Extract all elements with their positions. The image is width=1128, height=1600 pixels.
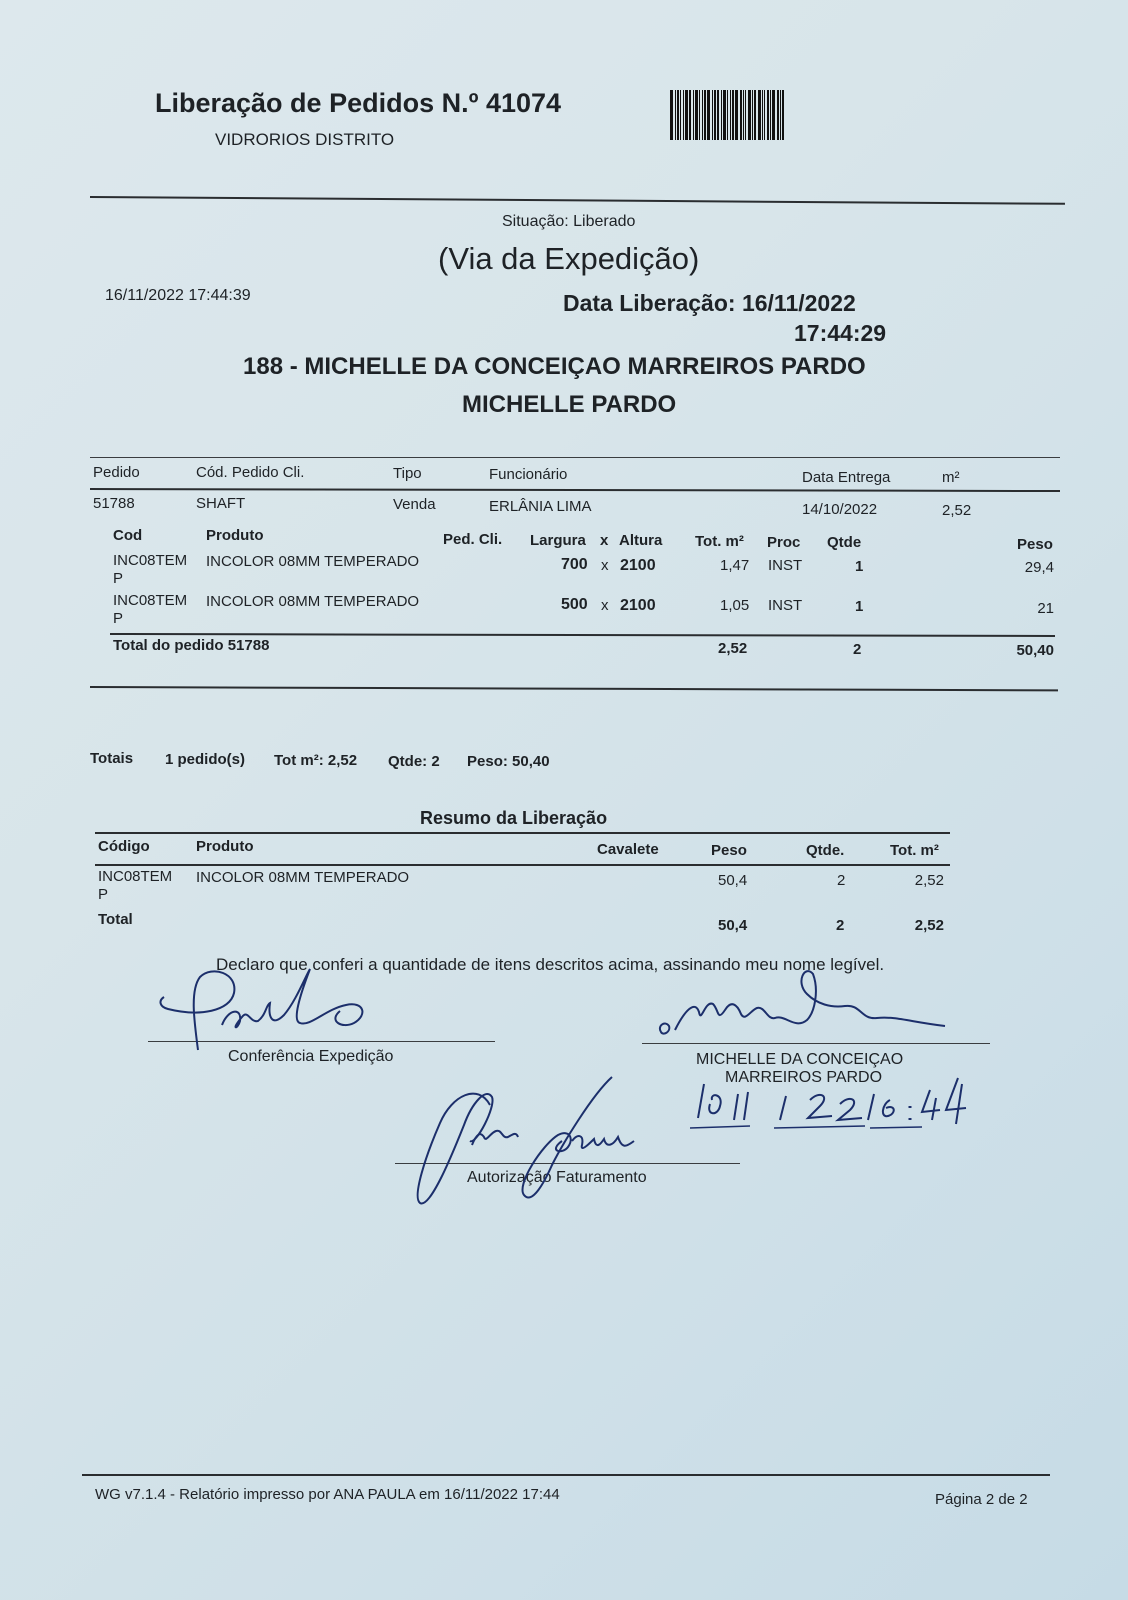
barcode-bar (727, 90, 728, 140)
col-cod-pedido-cli: Cód. Pedido Cli. (196, 464, 305, 481)
data-liberacao-time: 17:44:29 (794, 320, 887, 346)
row-m2: 2,52 (942, 502, 972, 519)
resumo-col-cavalete: Cavalete (597, 841, 659, 858)
totais-tot-m2: Tot m²: 2,52 (274, 752, 358, 769)
company-name: VIDRORIOS DISTRITO (215, 130, 395, 149)
barcode-bar (704, 90, 706, 140)
barcode-bar (695, 90, 698, 140)
row-funcionario: ERLÂNIA LIMA (489, 498, 592, 515)
item-col-x: x (600, 532, 609, 549)
order-total-peso: 50,40 (1016, 642, 1054, 659)
resumo-total-label: Total (98, 911, 133, 928)
item-col-altura: Altura (619, 532, 663, 549)
barcode-bar (683, 90, 684, 140)
data-liberacao-label: Data Liberação: 16/11/2022 (563, 290, 856, 316)
item-qtde: 1 (855, 558, 864, 575)
declaration-text: Declaro que conferi a quantidade de itens descritos acima, assinando meu nome legível. (216, 955, 885, 974)
item-cod-cont: P (113, 610, 124, 627)
barcode-bar (680, 90, 681, 140)
item-proc: INST (768, 597, 803, 614)
resumo-top-rule (95, 832, 950, 834)
barcode-bar (735, 90, 738, 140)
barcode-bar (677, 90, 679, 140)
item-col-peso: Peso (1017, 536, 1053, 553)
resumo-codigo-cont: P (98, 886, 109, 903)
totais-label: Totais (90, 750, 134, 767)
page-number: Página 2 de 2 (935, 1491, 1028, 1508)
item-peso: 29,4 (1024, 559, 1054, 576)
barcode-bar (764, 90, 765, 140)
barcode-bar (699, 90, 700, 140)
barcode-bar (748, 90, 751, 140)
autorizacao-label: Autorização Faturamento (467, 1169, 647, 1186)
barcode-bar (752, 90, 753, 140)
barcode-bar (685, 90, 688, 140)
item-altura: 2100 (620, 597, 656, 614)
client-short-name: MICHELLE PARDO (462, 391, 677, 418)
barcode-bar (754, 90, 756, 140)
handwritten-date (690, 1070, 980, 1140)
via-title: (Via da Expedição) (438, 241, 700, 276)
header-rule (90, 196, 1065, 205)
order-total-m2: 2,52 (718, 640, 748, 657)
resumo-total-qtde: 2 (836, 917, 845, 934)
col-data-entrega: Data Entrega (802, 469, 891, 486)
item-x: x (601, 597, 609, 614)
barcode-bar (689, 90, 691, 140)
cliente-name-line1: MICHELLE DA CONCEIÇAO (696, 1051, 904, 1068)
barcode-bar (693, 90, 694, 140)
item-col-ped-cli: Ped. Cli. (443, 531, 503, 548)
resumo-tot-m2: 2,52 (914, 872, 944, 889)
barcode-bar (772, 90, 775, 140)
item-col-qtde: Qtde (827, 534, 862, 551)
item-col-largura: Largura (530, 532, 586, 549)
barcode-bar (675, 90, 676, 140)
item-col-tot-m2: Tot. m² (695, 533, 744, 550)
item-largura: 700 (561, 556, 588, 573)
barcode-bar (740, 90, 742, 140)
item-cod-cont: P (113, 570, 124, 587)
barcode-bar (770, 90, 771, 140)
resumo-total-tot-m2: 2,52 (914, 917, 944, 934)
conferencia-label: Conferência Expedição (228, 1048, 394, 1065)
resumo-col-qtde: Qtde. (806, 842, 845, 859)
row-data-entrega: 14/10/2022 (802, 501, 878, 518)
barcode-bar (670, 90, 673, 140)
item-proc: INST (768, 557, 803, 574)
resumo-codigo: INC08TEM (98, 868, 173, 885)
resumo-col-tot-m2: Tot. m² (890, 842, 939, 859)
barcode-bar (745, 90, 746, 140)
totais-peso: Peso: 50,40 (467, 753, 550, 770)
totais-pedidos: 1 pedido(s) (165, 751, 246, 768)
resumo-col-produto: Produto (196, 838, 254, 855)
printed-datetime: 16/11/2022 17:44:39 (105, 287, 251, 304)
barcode-bar (714, 90, 716, 140)
item-qtde: 1 (855, 598, 864, 615)
michelle-signature (655, 970, 955, 1050)
client-line: 188 - MICHELLE DA CONCEIÇAO MARREIROS PARDO (243, 353, 866, 380)
item-tot-m2: 1,47 (720, 557, 750, 574)
item-col-proc: Proc (767, 534, 801, 551)
ana-paula-signature (412, 1075, 662, 1210)
barcode-bar (730, 90, 731, 140)
order-total-qtde: 2 (853, 641, 862, 658)
item-tot-m2: 1,05 (720, 597, 750, 614)
row-tipo: Venda (393, 496, 436, 513)
barcode-bar (777, 90, 779, 140)
barcode-bar (712, 90, 713, 140)
situacao-text: Situação: Liberado (502, 213, 636, 230)
paulo-signature (150, 965, 390, 1055)
item-cod: INC08TEM (113, 592, 188, 609)
row-cod-pedido-cli: SHAFT (196, 495, 246, 512)
barcode-bar (723, 90, 726, 140)
barcode-bar (732, 90, 734, 140)
item-produto: INCOLOR 08MM TEMPERADO (206, 593, 420, 610)
barcode-bar (743, 90, 744, 140)
barcode-bar (762, 90, 763, 140)
order-header-rule (90, 488, 1060, 492)
cliente-name-line2: MARREIROS PARDO (725, 1069, 883, 1086)
order-table-bottom-rule (90, 686, 1058, 691)
barcode-bar (758, 90, 761, 140)
order-total-label: Total do pedido 51788 (113, 637, 270, 654)
item-col-cod: Cod (113, 527, 143, 544)
barcode-bar (780, 90, 781, 140)
resumo-produto: INCOLOR 08MM TEMPERADO (196, 869, 410, 886)
footer-left-text: WG v7.1.4 - Relatório impresso por ANA PAULA em 16/11/2022 17:44 (95, 1486, 560, 1503)
col-funcionario: Funcionário (489, 466, 568, 483)
row-pedido: 51788 (93, 495, 135, 512)
resumo-total-peso: 50,4 (718, 917, 748, 934)
item-largura: 500 (561, 596, 588, 613)
order-table-top-rule (90, 457, 1060, 458)
item-col-produto: Produto (206, 527, 264, 544)
item-x: x (601, 557, 609, 574)
barcode-bar (767, 90, 769, 140)
footer-rule (82, 1474, 1050, 1476)
col-pedido: Pedido (93, 464, 140, 481)
barcode-bar (717, 90, 719, 140)
col-m2: m² (942, 469, 960, 486)
document-title: Liberação de Pedidos N.º 41074 (155, 88, 562, 118)
item-cod: INC08TEM (113, 552, 188, 569)
col-tipo: Tipo (393, 465, 422, 482)
resumo-title: Resumo da Liberação (420, 808, 608, 828)
resumo-col-peso: Peso (711, 842, 747, 859)
totais-qtde: Qtde: 2 (388, 753, 440, 770)
item-produto: INCOLOR 08MM TEMPERADO (206, 553, 420, 570)
barcode-bar (702, 90, 703, 140)
barcode-bar (721, 90, 722, 140)
resumo-peso: 50,4 (718, 872, 748, 889)
resumo-header-rule (95, 864, 950, 866)
item-peso: 21 (1037, 600, 1054, 617)
barcode-bar (707, 90, 710, 140)
barcode (670, 90, 842, 140)
barcode-bar (782, 90, 784, 140)
resumo-qtde: 2 (837, 872, 846, 889)
item-altura: 2100 (620, 557, 656, 574)
resumo-col-codigo: Código (98, 838, 150, 855)
